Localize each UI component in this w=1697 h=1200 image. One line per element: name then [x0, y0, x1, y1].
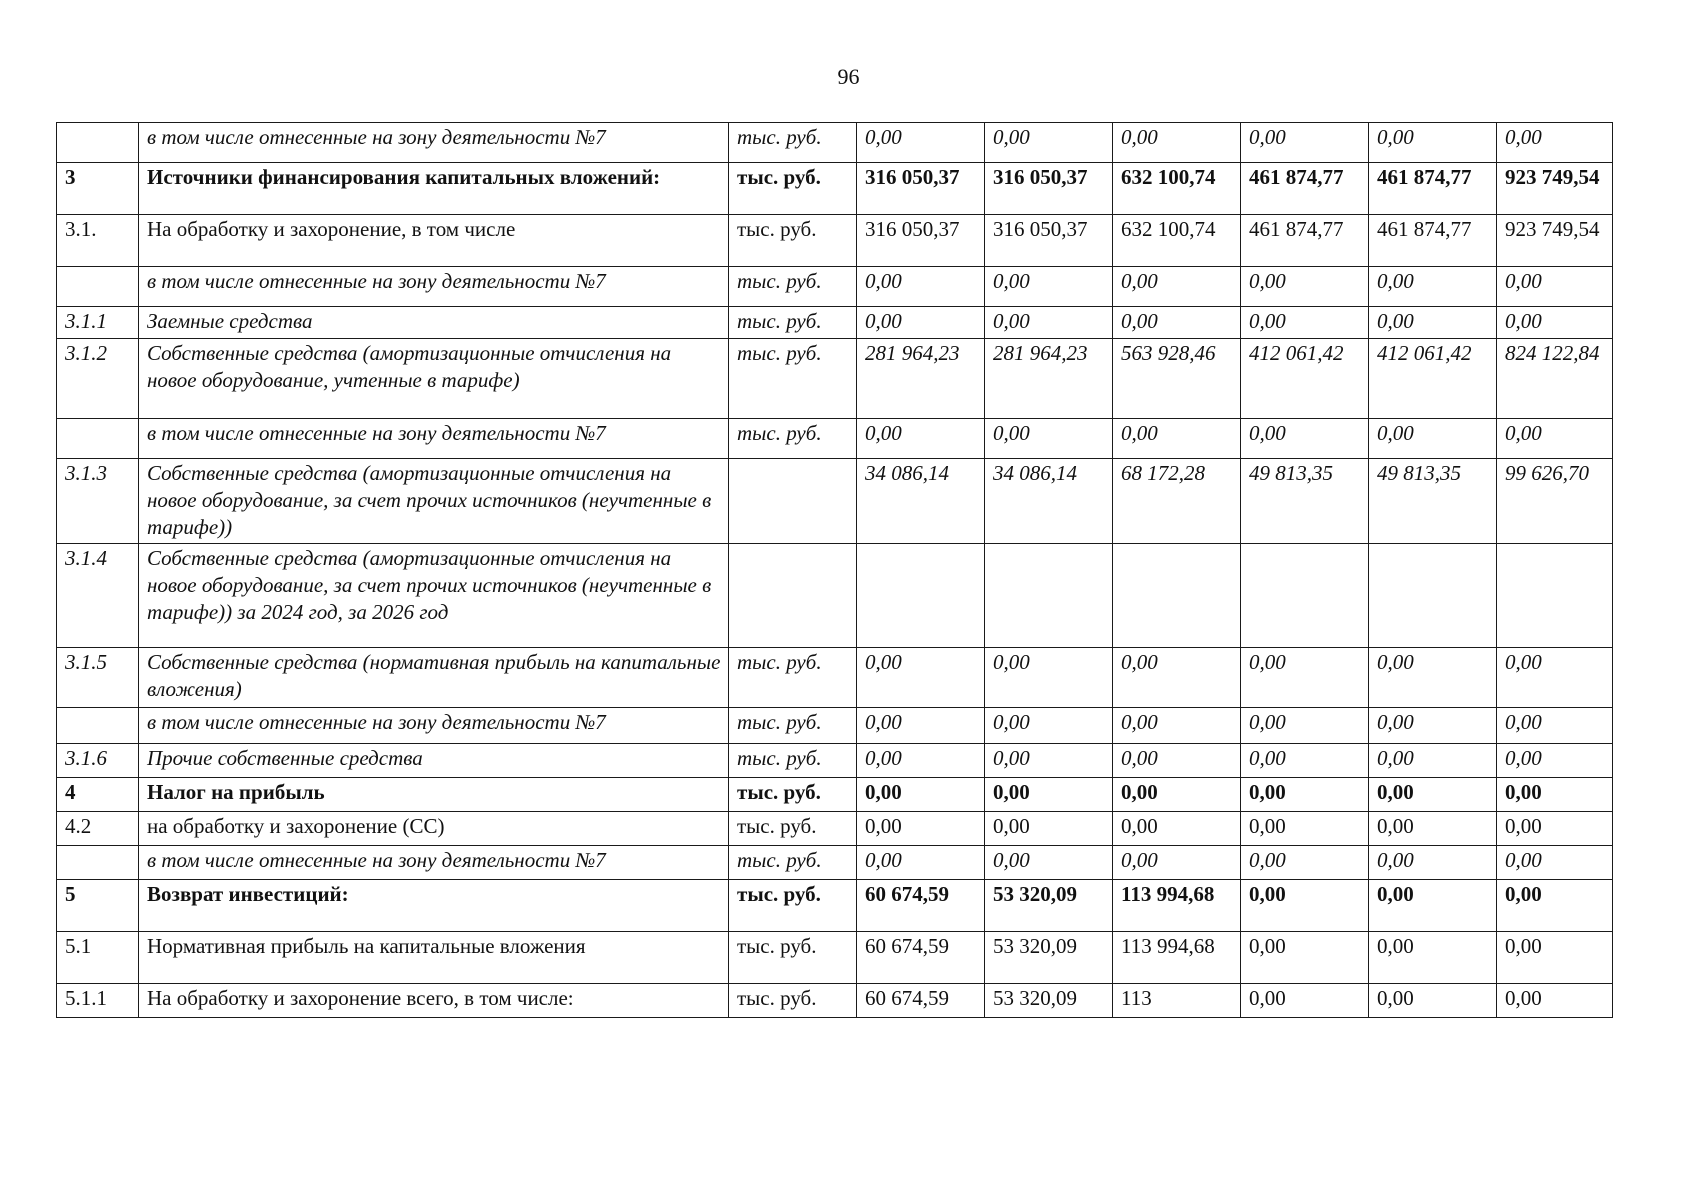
- row-value-5: 0,00: [1369, 846, 1497, 880]
- page-number: 96: [837, 64, 860, 89]
- row-number: 3: [57, 163, 139, 215]
- row-name: Прочие собственные средства: [139, 744, 729, 778]
- row-value-1: 34 086,14: [857, 459, 985, 544]
- row-name: Собственные средства (нормативная прибыль на капитальные вложения): [139, 648, 729, 708]
- row-unit: тыс. руб.: [729, 880, 857, 932]
- row-value-2: 0,00: [985, 267, 1113, 307]
- row-name: Возврат инвестиций:: [139, 880, 729, 932]
- row-value-4: 0,00: [1241, 267, 1369, 307]
- row-value-6: 0,00: [1497, 932, 1613, 984]
- row-number: 3.1.2: [57, 339, 139, 419]
- row-number: 3.1.: [57, 215, 139, 267]
- row-name: Собственные средства (амортизационные отчисления на новое оборудование, за счет прочих источников (неучтенные в тарифе)) за 2024 год, за 2026 год: [139, 544, 729, 648]
- row-unit: тыс. руб.: [729, 307, 857, 339]
- table-row: [57, 419, 1613, 459]
- row-number: 4.2: [57, 812, 139, 846]
- row-value-5: 412 061,42: [1369, 339, 1497, 419]
- row-value-6: 0,00: [1497, 744, 1613, 778]
- row-number: 3.1.6: [57, 744, 139, 778]
- row-value-2: 316 050,37: [985, 215, 1113, 267]
- row-value-4: 0,00: [1241, 880, 1369, 932]
- row-value-5: 0,00: [1369, 932, 1497, 984]
- row-value-5: 0,00: [1369, 267, 1497, 307]
- row-unit: тыс. руб.: [729, 419, 857, 459]
- table-row: [57, 778, 1613, 812]
- row-value-3: 632 100,74: [1113, 163, 1241, 215]
- row-value-3: [1113, 544, 1241, 648]
- row-value-2: 0,00: [985, 419, 1113, 459]
- row-unit: тыс. руб.: [729, 744, 857, 778]
- row-number: 3.1.1: [57, 307, 139, 339]
- row-value-2: 0,00: [985, 708, 1113, 744]
- row-number: 5.1: [57, 932, 139, 984]
- row-value-6: 0,00: [1497, 648, 1613, 708]
- row-value-1: 60 674,59: [857, 932, 985, 984]
- row-unit: тыс. руб.: [729, 812, 857, 846]
- row-value-4: 461 874,77: [1241, 215, 1369, 267]
- row-value-6: 923 749,54: [1497, 215, 1613, 267]
- row-value-4: 461 874,77: [1241, 163, 1369, 215]
- row-unit: тыс. руб.: [729, 846, 857, 880]
- row-name: на обработку и захоронение (СС): [139, 812, 729, 846]
- row-name: в том числе отнесенные на зону деятельности №7: [139, 708, 729, 744]
- row-value-5: 0,00: [1369, 123, 1497, 163]
- row-name: в том числе отнесенные на зону деятельности №7: [139, 267, 729, 307]
- table-row: [57, 215, 1613, 267]
- row-value-6: 0,00: [1497, 123, 1613, 163]
- row-unit: [729, 459, 857, 544]
- row-unit: тыс. руб.: [729, 215, 857, 267]
- row-value-3: 113 994,68: [1113, 932, 1241, 984]
- table-row: [57, 163, 1613, 215]
- row-name: Собственные средства (амортизационные отчисления на новое оборудование, учтенные в тарифе): [139, 339, 729, 419]
- row-value-1: 0,00: [857, 648, 985, 708]
- row-value-1: 0,00: [857, 708, 985, 744]
- row-value-1: 0,00: [857, 267, 985, 307]
- table-body: [57, 123, 1613, 1018]
- row-value-1: 0,00: [857, 846, 985, 880]
- row-value-3: 113: [1113, 984, 1241, 1018]
- table-row: [57, 984, 1613, 1018]
- row-value-2: 53 320,09: [985, 932, 1113, 984]
- row-value-3: 0,00: [1113, 744, 1241, 778]
- row-value-2: 34 086,14: [985, 459, 1113, 544]
- row-value-6: 0,00: [1497, 267, 1613, 307]
- row-value-3: 0,00: [1113, 812, 1241, 846]
- row-value-2: 53 320,09: [985, 880, 1113, 932]
- row-value-3: 0,00: [1113, 419, 1241, 459]
- row-value-6: 0,00: [1497, 778, 1613, 812]
- row-value-4: 0,00: [1241, 744, 1369, 778]
- row-number: 3.1.4: [57, 544, 139, 648]
- row-unit: тыс. руб.: [729, 163, 857, 215]
- row-value-3: 0,00: [1113, 307, 1241, 339]
- row-value-5: 49 813,35: [1369, 459, 1497, 544]
- row-value-6: 0,00: [1497, 708, 1613, 744]
- row-value-6: 824 122,84: [1497, 339, 1613, 419]
- row-name: Нормативная прибыль на капитальные вложения: [139, 932, 729, 984]
- row-value-5: 0,00: [1369, 744, 1497, 778]
- row-value-2: 0,00: [985, 648, 1113, 708]
- table-row: [57, 880, 1613, 932]
- row-value-5: 0,00: [1369, 708, 1497, 744]
- row-value-3: 563 928,46: [1113, 339, 1241, 419]
- row-value-4: 0,00: [1241, 984, 1369, 1018]
- table-row: [57, 846, 1613, 880]
- row-value-5: [1369, 544, 1497, 648]
- row-value-1: 281 964,23: [857, 339, 985, 419]
- row-name: в том числе отнесенные на зону деятельности №7: [139, 123, 729, 163]
- financing-table: [56, 122, 1613, 1018]
- row-number: 4: [57, 778, 139, 812]
- row-value-4: 0,00: [1241, 812, 1369, 846]
- row-name: в том числе отнесенные на зону деятельности №7: [139, 846, 729, 880]
- row-value-4: 0,00: [1241, 778, 1369, 812]
- row-value-4: 49 813,35: [1241, 459, 1369, 544]
- row-number: [57, 419, 139, 459]
- row-value-3: 0,00: [1113, 267, 1241, 307]
- row-value-4: 0,00: [1241, 419, 1369, 459]
- row-value-6: 0,00: [1497, 984, 1613, 1018]
- row-value-3: 113 994,68: [1113, 880, 1241, 932]
- row-value-2: 0,00: [985, 812, 1113, 846]
- row-unit: тыс. руб.: [729, 267, 857, 307]
- row-value-1: 0,00: [857, 419, 985, 459]
- row-unit: тыс. руб.: [729, 339, 857, 419]
- row-name: Заемные средства: [139, 307, 729, 339]
- row-value-1: 316 050,37: [857, 163, 985, 215]
- row-value-3: 0,00: [1113, 778, 1241, 812]
- row-value-6: 0,00: [1497, 307, 1613, 339]
- table-row: [57, 339, 1613, 419]
- row-value-2: 0,00: [985, 778, 1113, 812]
- table-row: [57, 648, 1613, 708]
- row-value-3: 0,00: [1113, 708, 1241, 744]
- row-number: [57, 846, 139, 880]
- row-name: Собственные средства (амортизационные отчисления на новое оборудование, за счет прочих источников (неучтенные в тарифе)): [139, 459, 729, 544]
- row-value-2: 316 050,37: [985, 163, 1113, 215]
- row-value-5: 0,00: [1369, 778, 1497, 812]
- row-value-2: 0,00: [985, 846, 1113, 880]
- row-value-2: 53 320,09: [985, 984, 1113, 1018]
- row-value-4: 0,00: [1241, 648, 1369, 708]
- table-row: [57, 307, 1613, 339]
- row-value-5: 461 874,77: [1369, 215, 1497, 267]
- row-value-5: 0,00: [1369, 419, 1497, 459]
- row-value-1: 0,00: [857, 744, 985, 778]
- row-value-2: 0,00: [985, 744, 1113, 778]
- row-value-6: 0,00: [1497, 880, 1613, 932]
- row-number: [57, 123, 139, 163]
- row-value-3: 68 172,28: [1113, 459, 1241, 544]
- row-name: Источники финансирования капитальных вложений:: [139, 163, 729, 215]
- row-value-6: 0,00: [1497, 419, 1613, 459]
- row-value-4: [1241, 544, 1369, 648]
- table-row: [57, 267, 1613, 307]
- row-unit: тыс. руб.: [729, 778, 857, 812]
- row-number: 3.1.3: [57, 459, 139, 544]
- row-value-3: 0,00: [1113, 648, 1241, 708]
- row-value-2: 281 964,23: [985, 339, 1113, 419]
- table-row: [57, 123, 1613, 163]
- row-unit: тыс. руб.: [729, 932, 857, 984]
- row-name: На обработку и захоронение, в том числе: [139, 215, 729, 267]
- row-name: На обработку и захоронение всего, в том числе:: [139, 984, 729, 1018]
- row-number: 3.1.5: [57, 648, 139, 708]
- row-value-5: 0,00: [1369, 812, 1497, 846]
- table-row: [57, 744, 1613, 778]
- row-value-6: 0,00: [1497, 812, 1613, 846]
- row-value-1: 316 050,37: [857, 215, 985, 267]
- row-unit: [729, 544, 857, 648]
- table-row: [57, 708, 1613, 744]
- table-row: [57, 544, 1613, 648]
- row-name: в том числе отнесенные на зону деятельности №7: [139, 419, 729, 459]
- row-name: Налог на прибыль: [139, 778, 729, 812]
- row-value-4: 0,00: [1241, 846, 1369, 880]
- table-row: [57, 932, 1613, 984]
- row-number: [57, 267, 139, 307]
- row-value-4: 0,00: [1241, 307, 1369, 339]
- row-value-4: 412 061,42: [1241, 339, 1369, 419]
- table-row: [57, 812, 1613, 846]
- row-value-5: 461 874,77: [1369, 163, 1497, 215]
- row-value-6: 0,00: [1497, 846, 1613, 880]
- row-unit: тыс. руб.: [729, 708, 857, 744]
- row-value-4: 0,00: [1241, 708, 1369, 744]
- row-value-6: [1497, 544, 1613, 648]
- row-value-3: 0,00: [1113, 123, 1241, 163]
- row-value-1: 0,00: [857, 812, 985, 846]
- row-value-1: 60 674,59: [857, 984, 985, 1018]
- row-value-2: [985, 544, 1113, 648]
- row-value-5: 0,00: [1369, 307, 1497, 339]
- row-value-1: [857, 544, 985, 648]
- row-value-2: 0,00: [985, 307, 1113, 339]
- row-value-5: 0,00: [1369, 984, 1497, 1018]
- row-value-6: 923 749,54: [1497, 163, 1613, 215]
- row-value-5: 0,00: [1369, 880, 1497, 932]
- row-unit: тыс. руб.: [729, 984, 857, 1018]
- row-value-1: 0,00: [857, 123, 985, 163]
- row-number: 5: [57, 880, 139, 932]
- row-number: [57, 708, 139, 744]
- row-value-1: 60 674,59: [857, 880, 985, 932]
- row-unit: тыс. руб.: [729, 123, 857, 163]
- row-value-3: 632 100,74: [1113, 215, 1241, 267]
- row-value-2: 0,00: [985, 123, 1113, 163]
- row-value-4: 0,00: [1241, 123, 1369, 163]
- row-unit: тыс. руб.: [729, 648, 857, 708]
- row-value-5: 0,00: [1369, 648, 1497, 708]
- row-number: 5.1.1: [57, 984, 139, 1018]
- row-value-1: 0,00: [857, 307, 985, 339]
- table-row: [57, 459, 1613, 544]
- row-value-4: 0,00: [1241, 932, 1369, 984]
- row-value-3: 0,00: [1113, 846, 1241, 880]
- row-value-6: 99 626,70: [1497, 459, 1613, 544]
- row-value-1: 0,00: [857, 778, 985, 812]
